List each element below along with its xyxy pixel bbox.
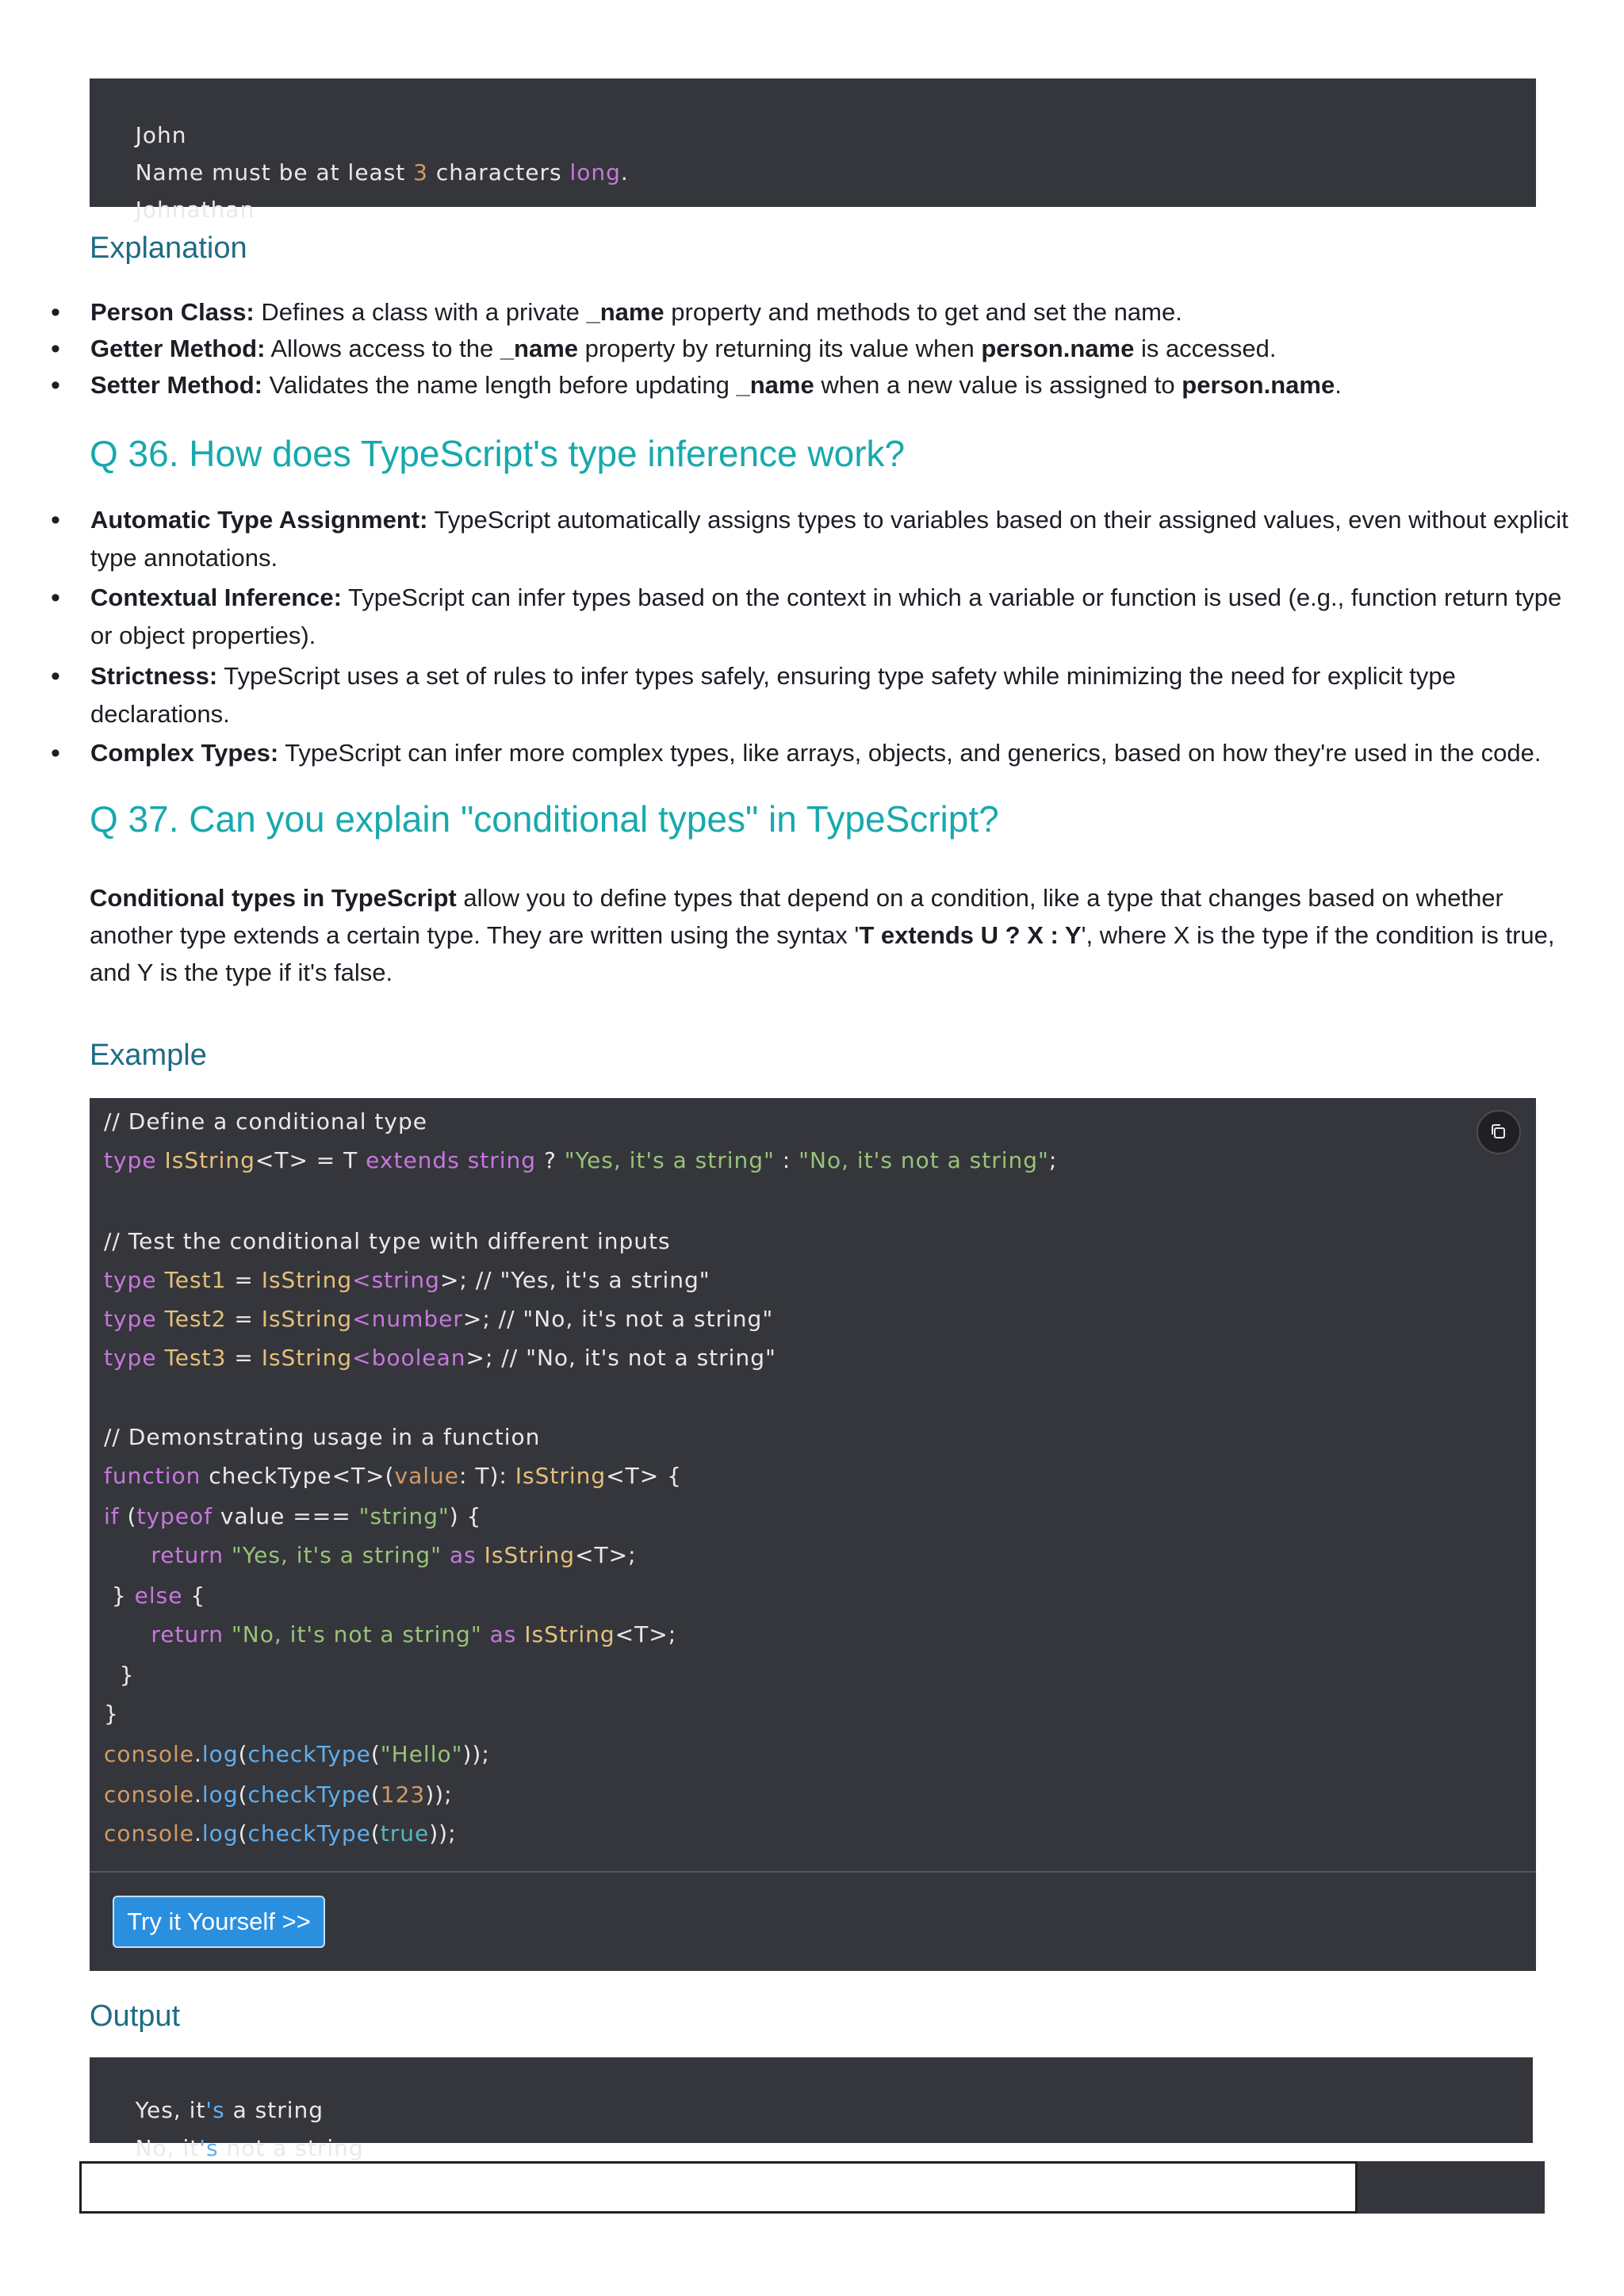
code-token: value xyxy=(394,1463,460,1489)
list-item: • Contextual Inference: TypeScript can infer types based on the context in which a variable or function is used (e.g., function return type or object properties). xyxy=(90,579,1581,655)
code-token: checkType xyxy=(247,1741,371,1767)
code-line xyxy=(104,1266,710,1295)
code-token: true xyxy=(380,1820,430,1846)
code-token: = xyxy=(234,1345,262,1371)
explanation-heading: Explanation xyxy=(90,232,247,265)
code-token: IsString xyxy=(164,1147,255,1173)
code-token: Test1 xyxy=(164,1267,235,1293)
code-token: log xyxy=(201,1741,239,1767)
code-token: = xyxy=(234,1267,262,1293)
code-token: . xyxy=(194,1741,202,1767)
code-token: checkType xyxy=(247,1820,371,1846)
code-token: console xyxy=(104,1741,194,1767)
code-token: >; // "No, it's not a string" xyxy=(462,1306,774,1332)
code-token: IsString xyxy=(261,1345,353,1371)
code-line xyxy=(104,1305,773,1334)
example-heading: Example xyxy=(90,1039,207,1072)
code-token: ( xyxy=(370,1741,381,1767)
code-token: function xyxy=(104,1463,209,1489)
code-token: // Define a conditional type xyxy=(104,1108,427,1135)
code-token: else xyxy=(134,1582,191,1609)
code-token: } xyxy=(104,1582,135,1609)
top-output-box xyxy=(90,78,1536,223)
code-token: { xyxy=(190,1582,206,1609)
list-item: • Strictness: TypeScript uses a set of rules to infer types safely, ensuring type safety while minimizing the need for explicit type declarations. xyxy=(90,657,1581,733)
code-block xyxy=(90,1098,1536,1871)
code-line xyxy=(104,1781,453,1809)
list-item: • Complex Types: TypeScript can infer more complex types, like arrays, objects, and generics, based on how they're used in the code. xyxy=(90,734,1581,772)
code-line xyxy=(104,1423,540,1452)
code-token: >; // "Yes, it's a string" xyxy=(439,1267,710,1293)
code-token: typeof xyxy=(136,1503,220,1529)
code-token: <T> = T xyxy=(255,1147,366,1173)
output-heading: Output xyxy=(90,1999,181,2033)
code-token: console xyxy=(104,1820,194,1846)
code-token: return xyxy=(151,1621,232,1647)
question-heading-37: Q 37. Can you explain "conditional types" in TypeScript? xyxy=(90,798,999,840)
code-line xyxy=(104,1462,682,1490)
code-line xyxy=(104,1621,676,1649)
list-item: • Getter Method: Allows access to the _name property by returning its value when person.name is accessed. xyxy=(90,330,1581,368)
code-token: type xyxy=(104,1345,165,1371)
code-token: <T> { xyxy=(606,1463,682,1489)
output-line: John xyxy=(135,122,187,148)
code-token: Test2 xyxy=(164,1306,235,1332)
code-token: ( xyxy=(127,1503,137,1529)
code-token: <boolean xyxy=(352,1345,466,1371)
copy-button[interactable] xyxy=(1477,1110,1521,1154)
code-token: . xyxy=(194,1820,202,1846)
code-token: return xyxy=(151,1542,232,1568)
code-token xyxy=(104,1621,151,1647)
code-token: "Hello" xyxy=(380,1741,463,1767)
code-token: IsString xyxy=(261,1306,353,1332)
code-token: "Yes, it's a string" xyxy=(231,1542,450,1568)
code-line xyxy=(104,1108,427,1136)
code-token: type xyxy=(104,1267,165,1293)
code-line xyxy=(104,1661,135,1689)
code-token: } xyxy=(104,1701,119,1727)
code-line xyxy=(104,1344,776,1372)
bottom-input-box[interactable] xyxy=(79,2161,1358,2214)
q37-paragraph: Conditional types in TypeScript allow you to define types that depend on a condition, like a type that changes based on whether another type extends a certain type. They are written using the syntax 'T extends U ? X : Y', where X is the type if the condition is true, and Y is the type if it's false. xyxy=(90,884,1555,986)
code-token: IsString xyxy=(515,1463,607,1489)
code-token: )); xyxy=(462,1741,490,1767)
code-line xyxy=(104,1700,119,1728)
code-token: ) { xyxy=(449,1503,482,1529)
code-token: "No, it's not a string" xyxy=(799,1147,1049,1173)
code-token: // Test the conditional type with different inputs xyxy=(104,1228,671,1254)
code-line xyxy=(104,1740,490,1769)
code-token: ( xyxy=(370,1820,381,1846)
output-line: Johnathan xyxy=(135,197,255,223)
code-token: ( xyxy=(238,1781,248,1808)
code-token: ; xyxy=(1048,1147,1058,1173)
bottom-dark-panel xyxy=(1358,2161,1545,2214)
code-token: if xyxy=(104,1503,128,1529)
copy-icon xyxy=(1478,1112,1519,1153)
code-token: "Yes, it's a string" xyxy=(564,1147,783,1173)
code-token: ( xyxy=(238,1820,248,1846)
code-token: IsString xyxy=(484,1542,576,1568)
code-token: ? xyxy=(543,1147,565,1173)
code-token: log xyxy=(201,1820,239,1846)
code-token: 123 xyxy=(380,1781,426,1808)
code-token: "No, it's not a string" xyxy=(231,1621,490,1647)
list-item: • Automatic Type Assignment: TypeScript automatically assigns types to variables based on their assigned values, even without explicit type annotations. xyxy=(90,501,1581,577)
try-it-yourself-button[interactable]: Try it Yourself >> xyxy=(113,1896,325,1948)
code-token: ( xyxy=(238,1741,248,1767)
code-token: )); xyxy=(429,1820,457,1846)
code-token: "string" xyxy=(358,1503,450,1529)
question-heading-36: Q 36. How does TypeScript's type inference work? xyxy=(90,433,906,474)
code-token: checkType<T>( xyxy=(209,1463,395,1489)
code-token: console xyxy=(104,1781,194,1808)
output-line: Yes, it's a string xyxy=(135,2097,324,2123)
output-line: No, it's not a string xyxy=(135,2135,364,2161)
code-line xyxy=(104,1582,205,1610)
code-token: <T>; xyxy=(575,1542,637,1568)
code-token: as xyxy=(489,1621,525,1647)
code-token: : T): xyxy=(459,1463,515,1489)
code-line xyxy=(104,1227,671,1256)
code-token: <T>; xyxy=(615,1621,677,1647)
code-token xyxy=(104,1542,151,1568)
code-token: <number xyxy=(352,1306,463,1332)
code-token: )); xyxy=(425,1781,453,1808)
code-token: type xyxy=(104,1306,165,1332)
code-token: >; // "No, it's not a string" xyxy=(465,1345,776,1371)
code-token: extends xyxy=(366,1147,468,1173)
code-token: } xyxy=(104,1662,135,1688)
code-line xyxy=(104,1502,481,1531)
code-line xyxy=(104,1541,637,1570)
code-token: string xyxy=(467,1147,544,1173)
code-token: <string xyxy=(352,1267,440,1293)
code-token: IsString xyxy=(261,1267,353,1293)
output-line: Name must be at least 3 characters long. xyxy=(135,159,629,186)
code-token: = xyxy=(234,1306,262,1332)
code-token: IsString xyxy=(524,1621,615,1647)
list-item: • Person Class: Defines a class with a private _name property and methods to get and set the name. xyxy=(90,293,1581,331)
code-line xyxy=(104,1146,1057,1175)
code-token: as xyxy=(449,1542,485,1568)
code-token: log xyxy=(201,1781,239,1808)
code-token: ( xyxy=(370,1781,381,1808)
list-item: • Setter Method: Validates the name length before updating _name when a new value is assigned to person.name. xyxy=(90,366,1581,404)
code-token: checkType xyxy=(247,1781,371,1808)
code-token: Test3 xyxy=(164,1345,235,1371)
code-line xyxy=(104,1820,457,1848)
code-token: value === xyxy=(220,1503,359,1529)
code-token: // Demonstrating usage in a function xyxy=(104,1424,541,1450)
bottom-output-box xyxy=(90,2057,1533,2161)
code-token: : xyxy=(782,1147,799,1173)
code-token: type xyxy=(104,1147,165,1173)
code-token: . xyxy=(194,1781,202,1808)
